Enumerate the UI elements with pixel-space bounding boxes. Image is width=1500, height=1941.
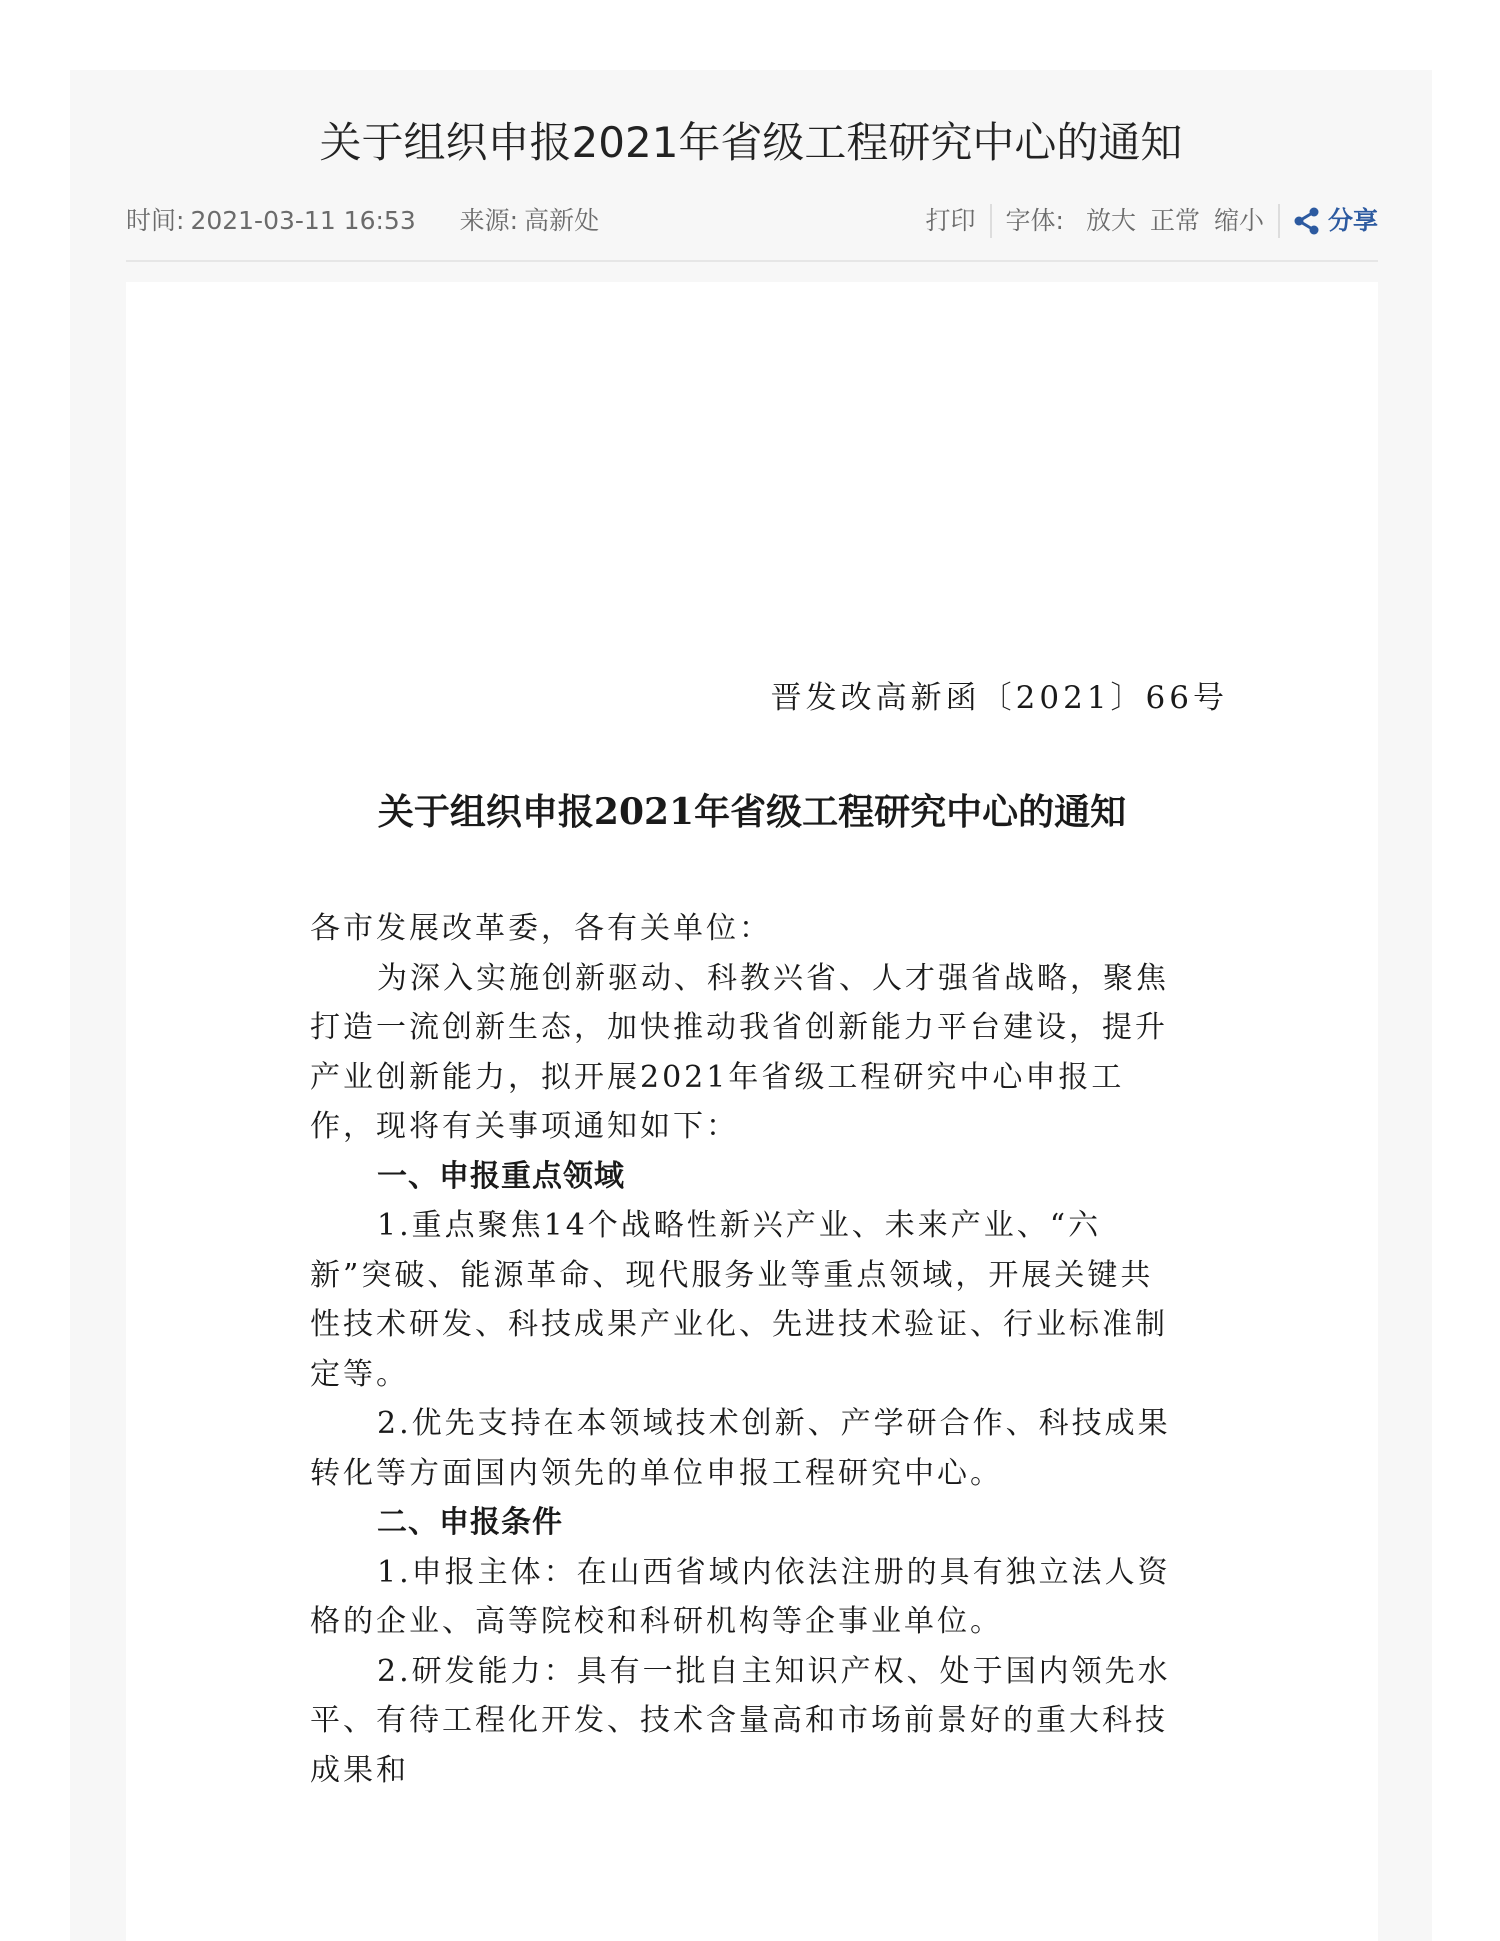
article-meta-bar [126,202,1378,262]
time-label: 时间: [126,206,185,235]
source-label: 来源: [459,206,519,235]
share-icon [1294,207,1320,235]
font-shrink-button[interactable]: 缩小 [1213,206,1264,235]
document-body [310,904,1180,1795]
section-heading: 二、申报条件 [377,1505,563,1540]
share-button[interactable] [1294,202,1378,240]
section-paragraph: 2.优先支持在本领域技术创新、产学研合作、科技成果转化等方面国内领先的单位申报工程研究中心。 [310,1406,1171,1491]
document-page [126,282,1378,1941]
font-enlarge-button[interactable]: 放大 [1085,206,1136,235]
intro-paragraph: 为深入实施创新驱动、科教兴省、人才强省战略，聚焦打造一流创新生态，加快推动我省创新能力平台建设，提升产业创新能力，拟开展2021年省级工程研究中心申报工作，现将有关事项通知如下： [310,960,1169,1144]
font-normal-button[interactable]: 正常 [1149,206,1200,235]
publish-time: 2021-03-11 16:53 [190,206,416,235]
tools-divider [990,204,992,238]
article-card [70,70,1432,1941]
tools-divider [1278,204,1280,238]
share-label: 分享 [1327,206,1378,235]
page-title: 关于组织申报2021年省级工程研究中心的通知 [319,118,1183,167]
section-paragraph: 1.申报主体：在山西省域内依法注册的具有独立法人资格的企业、高等院校和科研机构等企事业单位。 [310,1554,1171,1639]
print-button[interactable]: 打印 [925,206,976,235]
document-number: 晋发改高新函〔2021〕66号 [770,680,1228,716]
salutation: 各市发展改革委，各有关单位： [310,911,772,946]
article-meta-info [126,202,605,240]
section-paragraph: 1.重点聚焦14个战略性新兴产业、未来产业、“六新”突破、能源革命、现代服务业等重点领域，开展关键共性技术研发、科技成果产业化、先进技术验证、行业标准制定等。 [310,1208,1168,1392]
section-heading: 一、申报重点领域 [377,1158,625,1194]
font-size-label: 字体: [1005,206,1064,235]
document-title: 关于组织申报2021年省级工程研究中心的通知 [377,791,1127,833]
article-tools [925,202,1378,240]
source-value: 高新处 [524,206,600,235]
section-paragraph: 2.研发能力：具有一批自主知识产权、处于国内领先水平、有待工程化开发、技术含量高和市场前景好的重大科技成果和 [310,1653,1171,1788]
